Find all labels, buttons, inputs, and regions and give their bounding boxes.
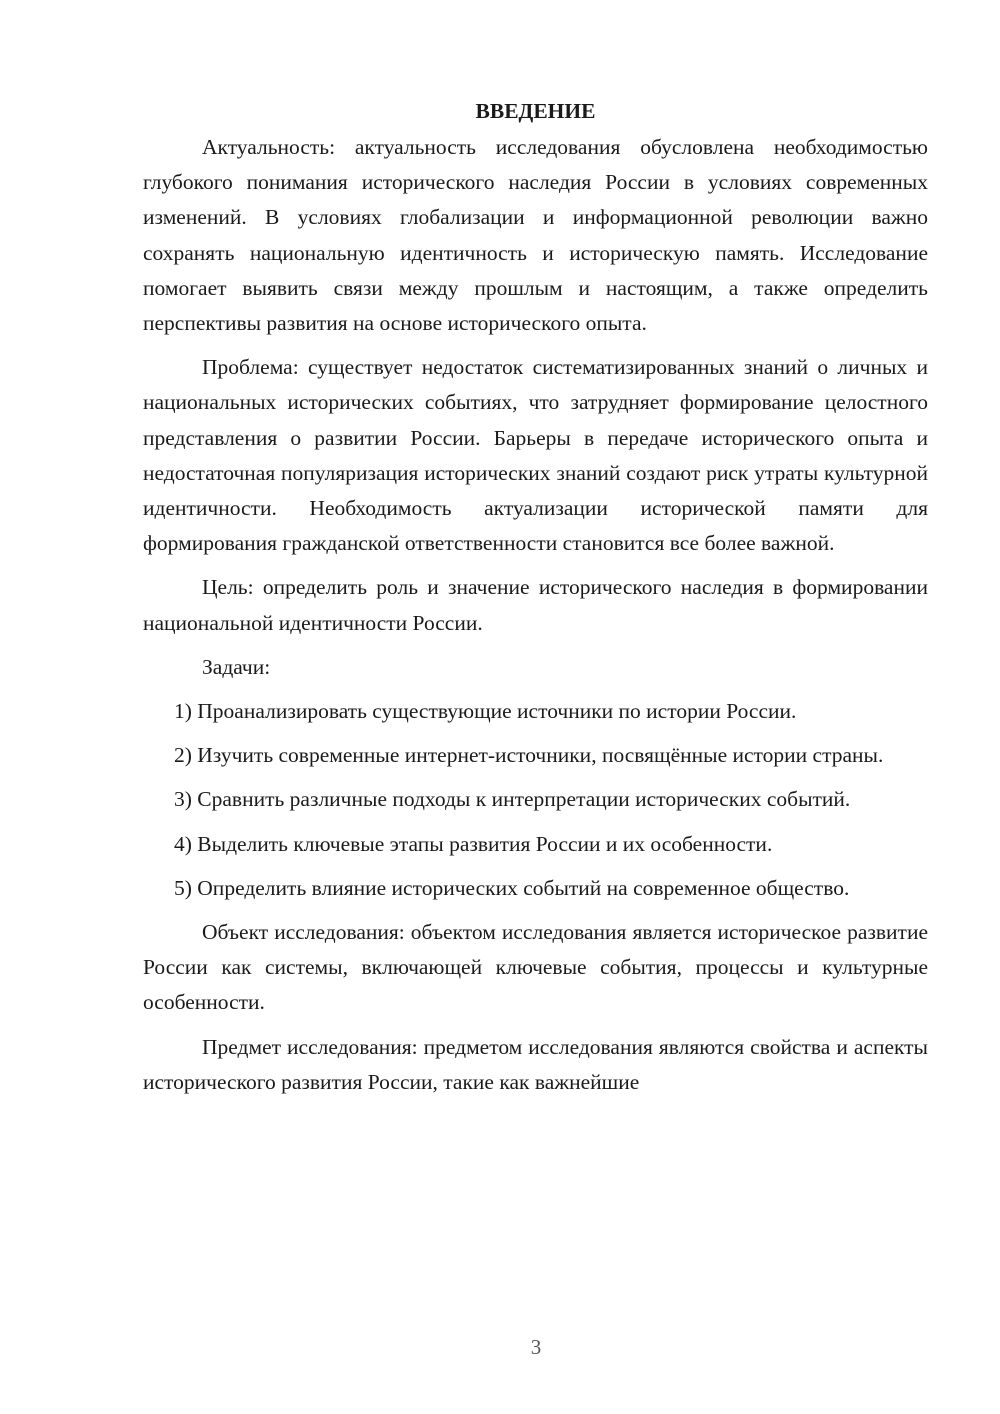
task-item-2: 2) Изучить современные интернет-источники, посвящённые истории страны.	[174, 743, 884, 768]
paragraph-object: Объект исследования: объектом исследования является историческое развитие России как системы, включающей ключевые события, процессы и культурные особенности.	[143, 920, 928, 1015]
document-body	[143, 94, 928, 1100]
task-item-3: 3) Сравнить различные подходы к интерпретации исторических событий.	[174, 787, 851, 812]
section-title: ВВЕДЕНИЕ	[475, 99, 596, 123]
paragraph-relevance: Актуальность: актуальность исследования обусловлена необходимостью глубокого понимания исторического наследия России в условиях современных изменений. В условиях глобализации и информационной революции важно сохранять национальную идентичность и историческую память. Исследование помогает выявить связи между прошлым и настоящим, а также определить перспективы развития на основе исторического опыта.	[143, 135, 928, 336]
task-item-1: 1) Проанализировать существующие источники по истории России.	[174, 699, 797, 724]
task-item-4: 4) Выделить ключевые этапы развития России и их особенности.	[174, 831, 773, 856]
paragraph-tasks-heading: Задачи:	[202, 654, 271, 679]
paragraph-problem: Проблема: существует недостаток систематизированных знаний о личных и национальных исторических событиях, что затрудняет формирование целостного представления о развитии России. Барьеры в передаче исторического опыта и недостаточная популяризация исторических знаний создают риск утраты культурной идентичности. Необходимость актуализации исторической памяти для формирования гражданской ответственности становится все более важной.	[143, 355, 928, 556]
task-item-5: 5) Определить влияние исторических событий на современное общество.	[174, 875, 850, 900]
paragraph-subject: Предмет исследования: предметом исследования являются свойства и аспекты исторического развития России, такие как важнейшие	[143, 1034, 928, 1094]
paragraph-goal: Цель: определить роль и значение исторического наследия в формировании национальной идентичности России.	[143, 575, 928, 635]
page-number: 3	[530, 1335, 542, 1359]
